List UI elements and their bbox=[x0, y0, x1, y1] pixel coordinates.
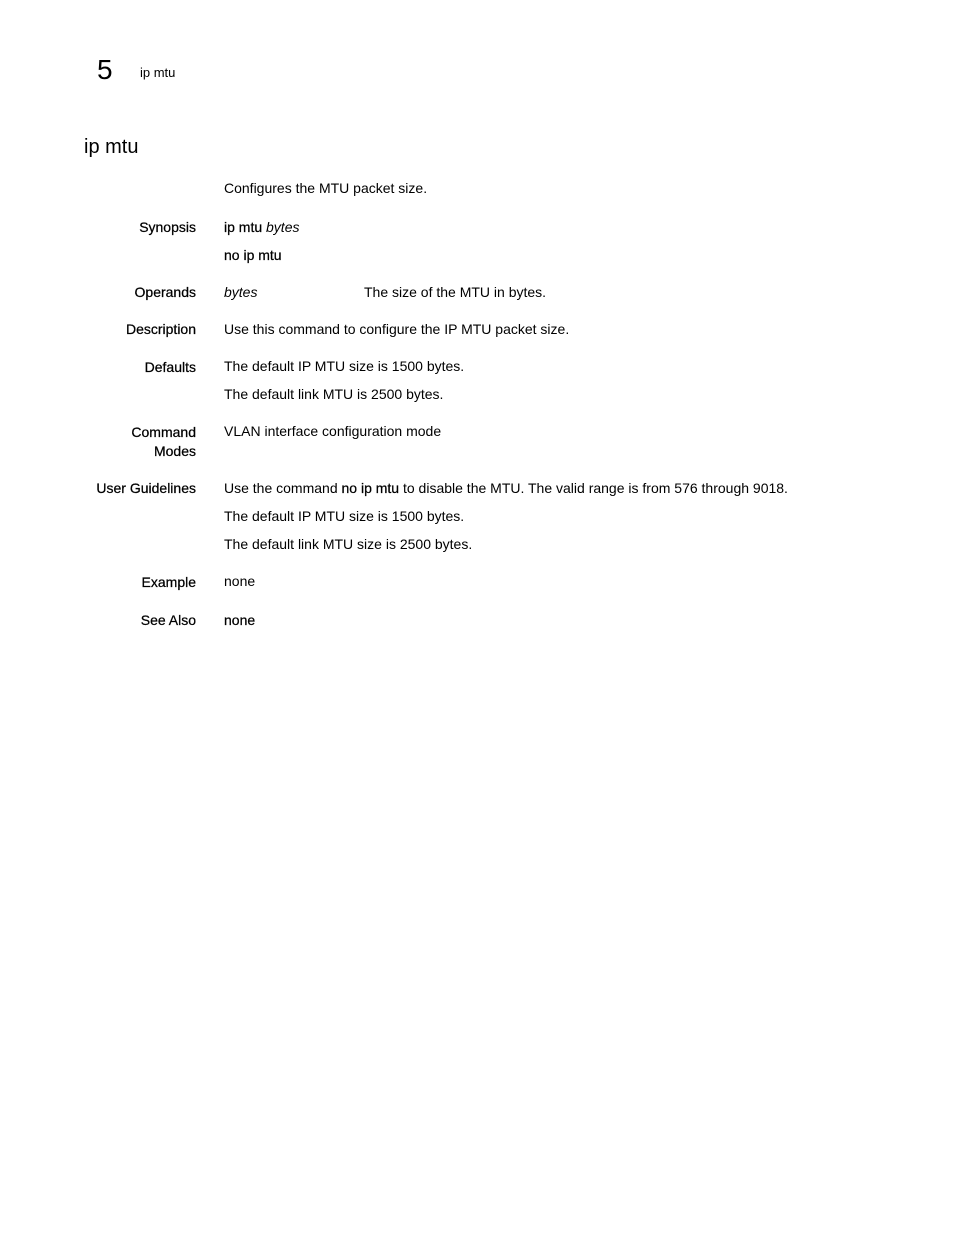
example-label: Example bbox=[141, 574, 196, 590]
command-summary: Configures the MTU packet size. bbox=[224, 180, 428, 196]
user-guidelines-label: User Guidelines bbox=[96, 480, 196, 496]
user-guidelines-line-1 bbox=[224, 479, 788, 498]
chapter-number: 5 bbox=[97, 54, 113, 85]
user-guidelines-line-3: The default link MTU size is 2500 bytes. bbox=[224, 536, 473, 552]
defaults-label: Defaults bbox=[144, 359, 196, 375]
see-also-text: none bbox=[224, 612, 256, 628]
defaults-line-1: The default IP MTU size is 1500 bytes. bbox=[224, 358, 465, 374]
operand-name-text: bytes bbox=[224, 284, 258, 300]
synopsis-command: ip mtu bbox=[224, 219, 263, 235]
operand-name bbox=[224, 283, 257, 302]
running-header: ip mtu bbox=[140, 65, 176, 80]
page-title: ip mtu bbox=[84, 136, 139, 158]
operands-label: Operands bbox=[134, 284, 196, 300]
user-guidelines-line-1-pre: Use the command bbox=[224, 480, 342, 496]
description-label: Description bbox=[125, 321, 196, 337]
see-also-label: See Also bbox=[140, 612, 196, 628]
user-guidelines-line-1-post: to disable the MTU. The valid range is from 576 through 9018. bbox=[399, 480, 788, 496]
user-guidelines-command: no ip mtu bbox=[341, 480, 400, 496]
user-guidelines-line-2: The default IP MTU size is 1500 bytes. bbox=[224, 508, 465, 524]
description-text: Use this command to configure the IP MTU packet size. bbox=[224, 321, 570, 337]
synopsis-argument: bytes bbox=[266, 219, 300, 235]
defaults-line-2: The default link MTU is 2500 bytes. bbox=[224, 386, 444, 402]
command-modes-label-line-1: Command bbox=[131, 424, 196, 440]
operand-description: The size of the MTU in bytes. bbox=[364, 284, 547, 300]
command-modes-label-line-2: Modes bbox=[153, 443, 196, 459]
synopsis-label: Synopsis bbox=[139, 219, 196, 235]
example-text: none bbox=[224, 573, 256, 589]
synopsis-line-2: no ip mtu bbox=[224, 247, 282, 263]
command-modes-text: VLAN interface configuration mode bbox=[224, 423, 442, 439]
synopsis-line-1 bbox=[224, 218, 299, 237]
